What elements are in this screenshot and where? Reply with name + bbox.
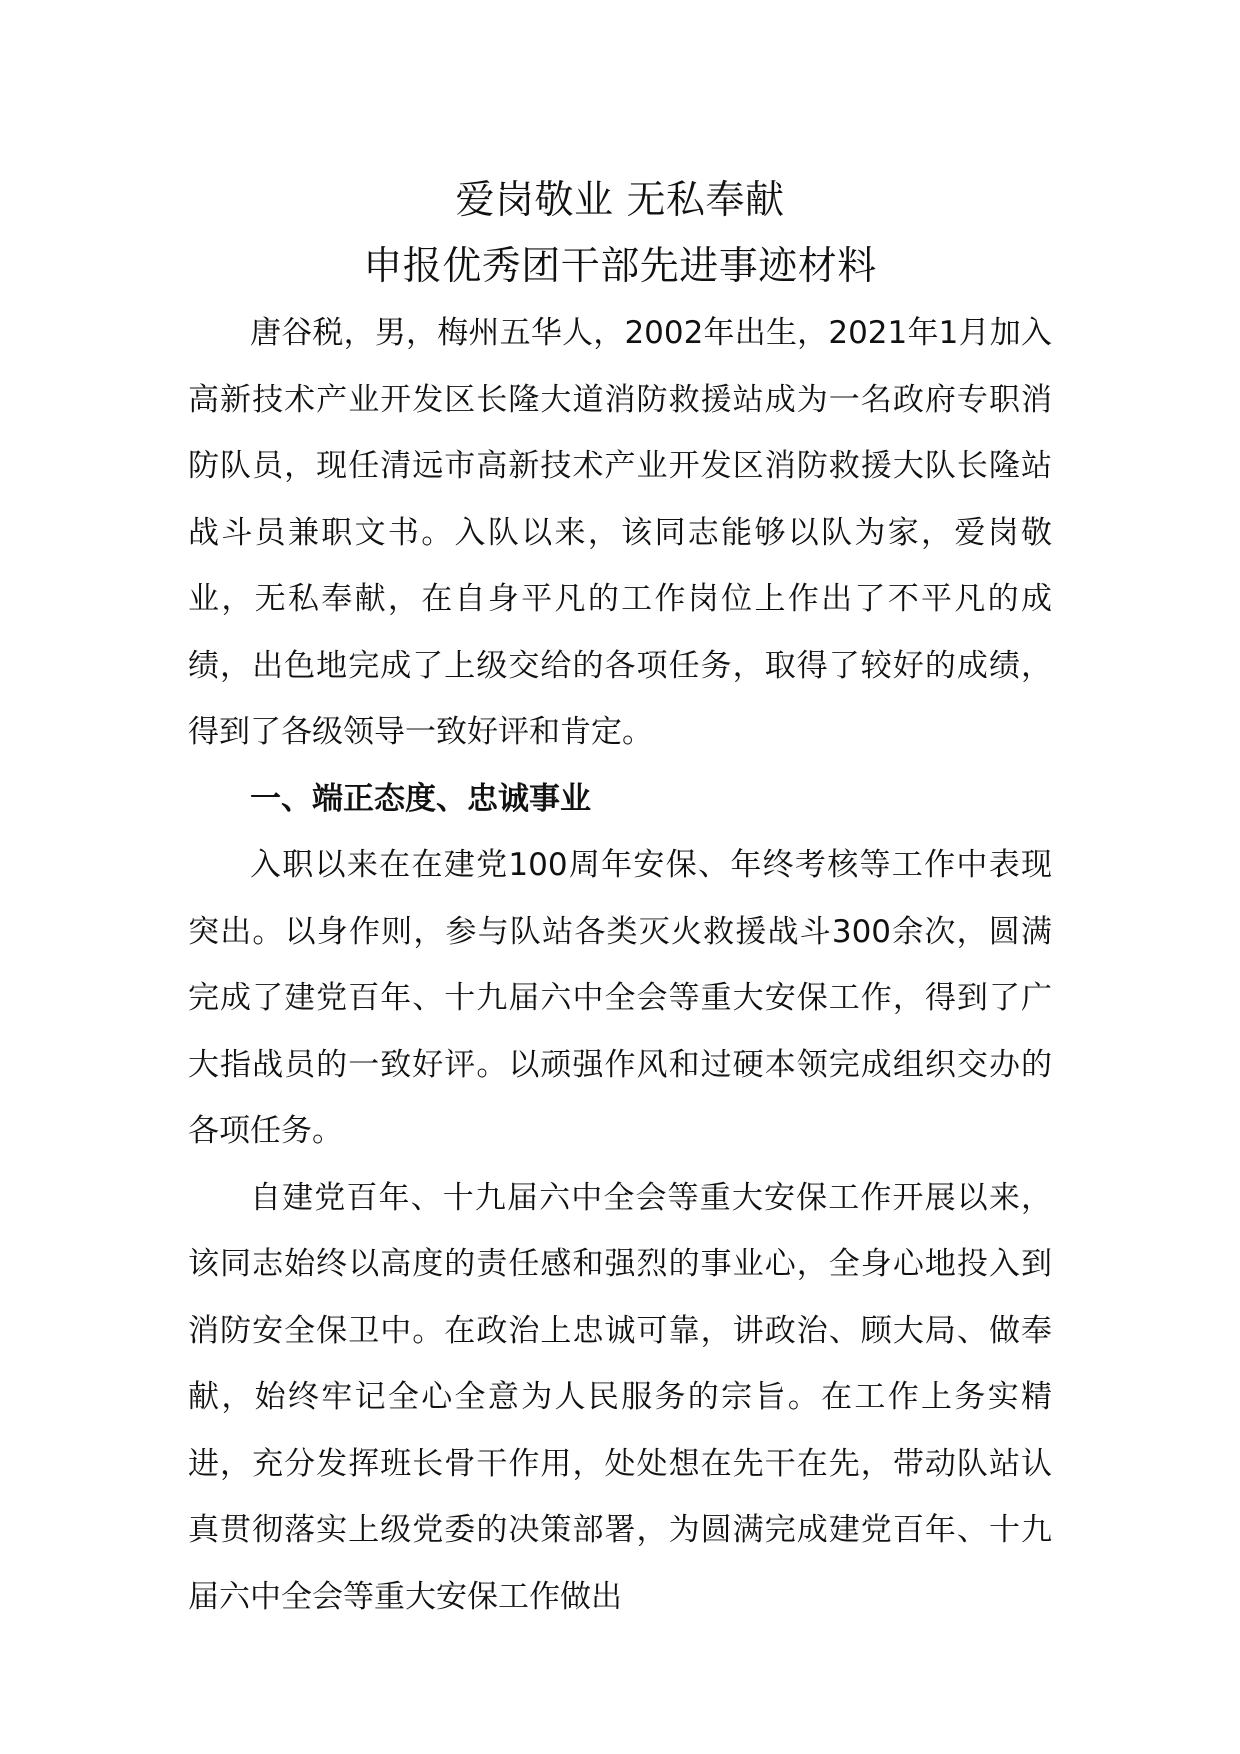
document-page <box>188 168 1052 1630</box>
document-title-line1: 爱岗敬业 无私奉献 <box>455 178 785 223</box>
paragraph-section1-b: 自建党百年、十九届六中全会等重大安保工作开展以来，该同志始终以高度的责任感和强烈的事业心，全身心地投入到消防安全保卫中。在政治上忠诚可靠，讲政治、顾大局、做奉献，始终牢记全心全意为人民服务的宗旨。在工作上务实精进，充分发挥班长骨干作用，处处想在先干在先，带动队站认真贯彻落实上级党委的决策部署，为圆满完成建党百年、十九届六中全会等重大安保工作做出 <box>188 1179 1052 1615</box>
section-heading-1: 一、端正态度、忠诚事业 <box>250 780 591 817</box>
paragraph-intro: 唐谷税，男，梅州五华人，2002年出生，2021年1月加入高新技术产业开发区长隆大道消防救援站成为一名政府专职消防队员，现任清远市高新技术产业开发区消防救援大队长隆站战斗员兼职文书。入队以来，该同志能够以队为家，爱岗敬业，无私奉献，在自身平凡的工作岗位上作出了不平凡的成绩，出色地完成了上级交给的各项任务，取得了较好的成绩，得到了各级领导一致好评和肯定。 <box>188 315 1052 750</box>
paragraph-section1-a: 入职以来在在建党100周年安保、年终考核等工作中表现突出。以身作则，参与队站各类灭火救援战斗300余次，圆满完成了建党百年、十九届六中全会等重大安保工作，得到了广大指战员的一致好评。以顽强作风和过硬本领完成组织交办的各项任务。 <box>188 847 1052 1149</box>
document-body <box>188 300 1052 1630</box>
document-title-line2: 申报优秀团干部先进事迹材料 <box>363 244 877 289</box>
